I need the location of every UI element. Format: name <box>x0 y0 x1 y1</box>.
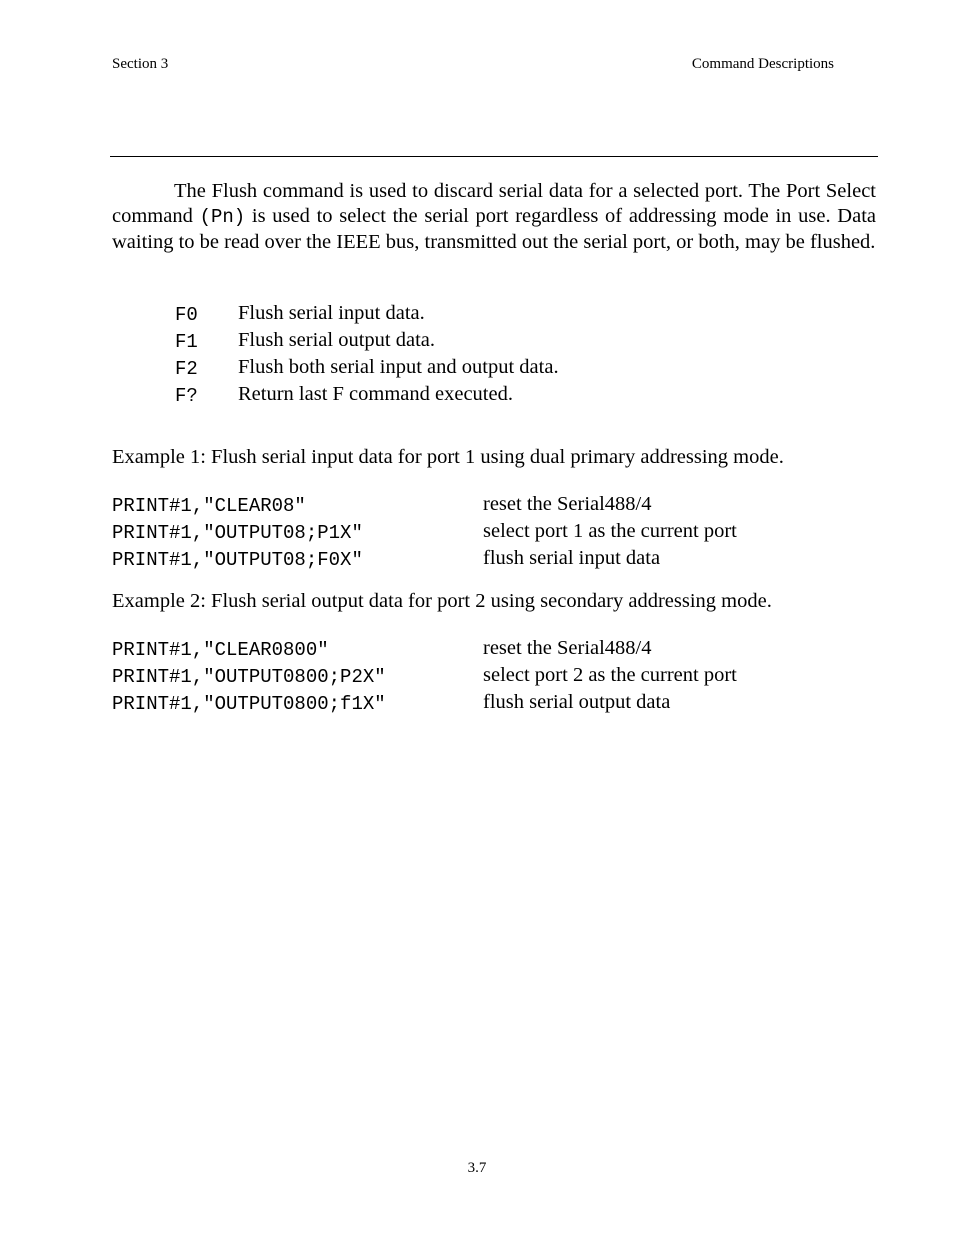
code-comment: select port 1 as the current port <box>483 520 737 542</box>
code-comment: flush serial output data <box>483 691 671 713</box>
command-row <box>175 328 559 355</box>
code-statement: PRINT#1,"OUTPUT08;P1X" <box>112 522 363 544</box>
code-statement: PRINT#1,"CLEAR08" <box>112 495 306 517</box>
running-header-title: Command Descriptions <box>691 56 834 72</box>
running-header-section: Section 3 <box>112 56 169 72</box>
example-2-title: Example 2: Flush serial output data for port 2 using secondary addressing mode. <box>112 590 772 612</box>
command-description: Flush serial output data. <box>238 329 436 351</box>
intro-paragraph <box>112 179 876 255</box>
command-row <box>175 355 559 382</box>
command-description: Flush serial input data. <box>238 302 425 324</box>
code-comment: reset the Serial488/4 <box>483 493 652 515</box>
example-1-title: Example 1: Flush serial input data for port 1 using dual primary addressing mode. <box>112 446 784 468</box>
code-comment: select port 2 as the current port <box>483 664 737 686</box>
code-statement: PRINT#1,"OUTPUT0800;f1X" <box>112 693 386 715</box>
code-line <box>112 636 737 663</box>
intro-text-1: The Flush command is used to discard serial data for a selected port. The Port Select command <box>112 180 876 227</box>
code-line <box>112 492 737 519</box>
command-code: F0 <box>175 304 198 326</box>
header-rule <box>110 156 878 157</box>
code-comment: reset the Serial488/4 <box>483 637 652 659</box>
code-statement: PRINT#1,"OUTPUT0800;P2X" <box>112 666 386 688</box>
code-comment: flush serial input data <box>483 547 661 569</box>
example-2-code <box>112 636 737 717</box>
code-line <box>112 519 737 546</box>
command-code: F? <box>175 385 198 407</box>
code-line <box>112 690 737 717</box>
command-row <box>175 301 559 328</box>
intro-inline-code: (Pn) <box>199 206 246 228</box>
command-code: F1 <box>175 331 198 353</box>
code-statement: PRINT#1,"CLEAR0800" <box>112 639 329 661</box>
command-row <box>175 382 559 409</box>
page-number: 3.7 <box>467 1160 487 1176</box>
code-line <box>112 546 737 573</box>
code-line <box>112 663 737 690</box>
command-description: Flush both serial input and output data. <box>238 356 559 378</box>
intro-text-2: is used to select the serial port regardless of addressing mode in use. Data waiting to be read over the IEEE bus, transmitted out the serial port, or both, may be flushed. <box>112 205 876 253</box>
command-description: Return last F command executed. <box>238 383 513 405</box>
example-1-code <box>112 492 737 573</box>
command-list <box>175 301 559 409</box>
command-code: F2 <box>175 358 198 380</box>
code-statement: PRINT#1,"OUTPUT08;F0X" <box>112 549 363 571</box>
